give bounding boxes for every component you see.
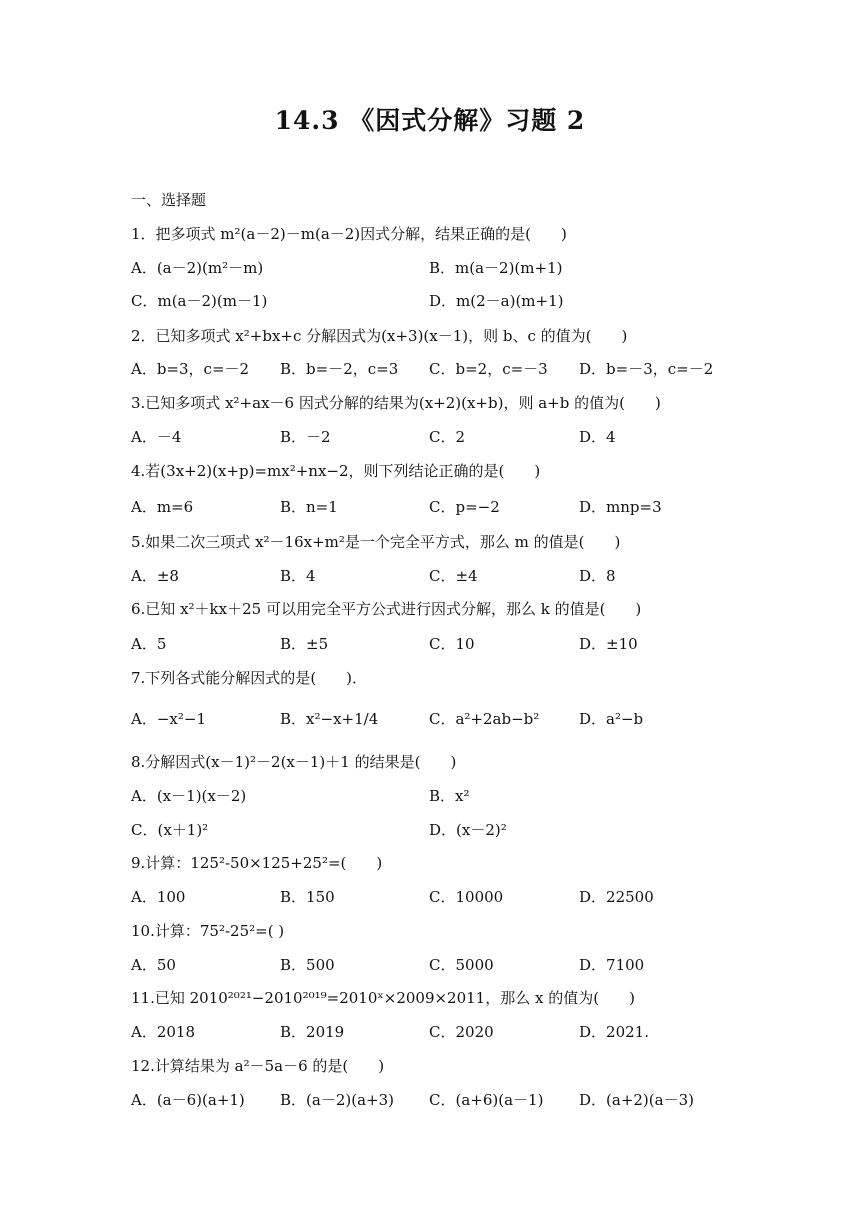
question-12: 12.计算结果为 a²－5a－6 的是( ) [131,1057,385,1075]
question-8-option-c: C．(x＋1)² [131,821,209,839]
question-5: 5.如果二次三项式 x²－16x+m²是一个完全平方式，那么 m 的值是( ) [131,533,621,551]
question-8-option-d: D．(x－2)² [429,821,507,839]
question-4: 4.若(3x+2)(x+p)=mx²+nx−2，则下列结论正确的是( ) [131,462,541,480]
question-6-option-d: D．±10 [579,635,638,653]
question-11-option-b: B．2019 [280,1023,345,1041]
question-8-option-a: A．(x－1)(x－2) [131,787,247,805]
question-1: 1．把多项式 m²(a－2)－m(a－2)因式分解，结果正确的是( ) [131,225,567,243]
question-1-option-d: D．m(2－a)(m+1) [429,292,564,310]
question-11-option-a: A．2018 [131,1023,196,1041]
question-4-option-c: C．p=−2 [429,498,500,516]
question-7-option-a: A．−x²−1 [131,710,206,728]
page-title: 14.3 《因式分解》习题 2 [274,106,586,135]
question-6-option-c: C．10 [429,635,475,653]
question-9: 9.计算：125²-50×125+25²=( ) [131,854,383,872]
question-3-option-b: B．－2 [280,428,331,446]
question-5-option-d: D．8 [579,567,616,585]
question-1-option-a: A．(a－2)(m²－m) [131,259,264,277]
question-2-option-c: C．b=2，c=－3 [429,360,548,378]
question-9-option-c: C．10000 [429,888,504,906]
question-8-option-b: B．x² [429,787,470,805]
question-7-option-d: D．a²−b [579,710,644,728]
question-12-option-d: D．(a+2)(a－3) [579,1091,694,1109]
question-11-option-c: C．2020 [429,1023,494,1041]
question-3: 3.已知多项式 x²+ax－6 因式分解的结果为(x+2)(x+b)，则 a+b 的值为( ) [131,394,661,412]
question-2-option-a: A．b=3，c=－2 [131,360,250,378]
question-12-option-c: C．(a+6)(a－1) [429,1091,544,1109]
question-9-option-d: D．22500 [579,888,654,906]
question-11: 11.已知 2010²⁰²¹−2010²⁰¹⁹=2010ˣ×2009×2011，那么 x 的值为( ) [131,989,635,1007]
question-3-option-a: A．－4 [131,428,182,446]
question-4-option-d: D．mnp=3 [579,498,662,516]
question-10-option-d: D．7100 [579,956,645,974]
question-1-option-c: C．m(a－2)(m－1) [131,292,268,310]
question-9-option-b: B．150 [280,888,335,906]
question-12-option-b: B．(a－2)(a+3) [280,1091,394,1109]
question-4-option-b: B．n=1 [280,498,338,516]
question-6-option-b: B．±5 [280,635,329,653]
question-7-option-b: B．x²−x+1/4 [280,710,379,728]
question-8: 8.分解因式(x－1)²－2(x－1)＋1 的结果是( ) [131,753,457,771]
question-3-option-d: D．4 [579,428,616,446]
question-10-option-a: A．50 [131,956,176,974]
question-9-option-a: A．100 [131,888,186,906]
question-10-option-c: C．5000 [429,956,494,974]
question-7: 7.下列各式能分解因式的是( )． [131,669,368,687]
question-5-option-b: B．4 [280,567,316,585]
question-2-option-d: D．b=－3，c=－2 [579,360,714,378]
question-3-option-c: C．2 [429,428,466,446]
question-11-option-d: D．2021. [579,1023,649,1041]
question-4-option-a: A．m=6 [131,498,194,516]
question-5-option-c: C．±4 [429,567,478,585]
question-10: 10.计算：75²-25²=( ) [131,922,285,940]
question-7-option-c: C．a²+2ab−b² [429,710,540,728]
question-12-option-a: A．(a－6)(a+1) [131,1091,245,1109]
section-heading: 一、选择题 [131,191,207,209]
question-5-option-a: A．±8 [131,567,179,585]
question-2-option-b: B．b=－2，c=3 [280,360,399,378]
question-2: 2．已知多项式 x²+bx+c 分解因式为(x+3)(x－1)，则 b、c 的值为( ) [131,327,628,345]
question-6-option-a: A．5 [131,635,167,653]
question-6: 6.已知 x²＋kx＋25 可以用完全平方公式进行因式分解，那么 k 的值是( ) [131,600,642,618]
question-10-option-b: B．500 [280,956,335,974]
question-1-option-b: B．m(a－2)(m+1) [429,259,563,277]
